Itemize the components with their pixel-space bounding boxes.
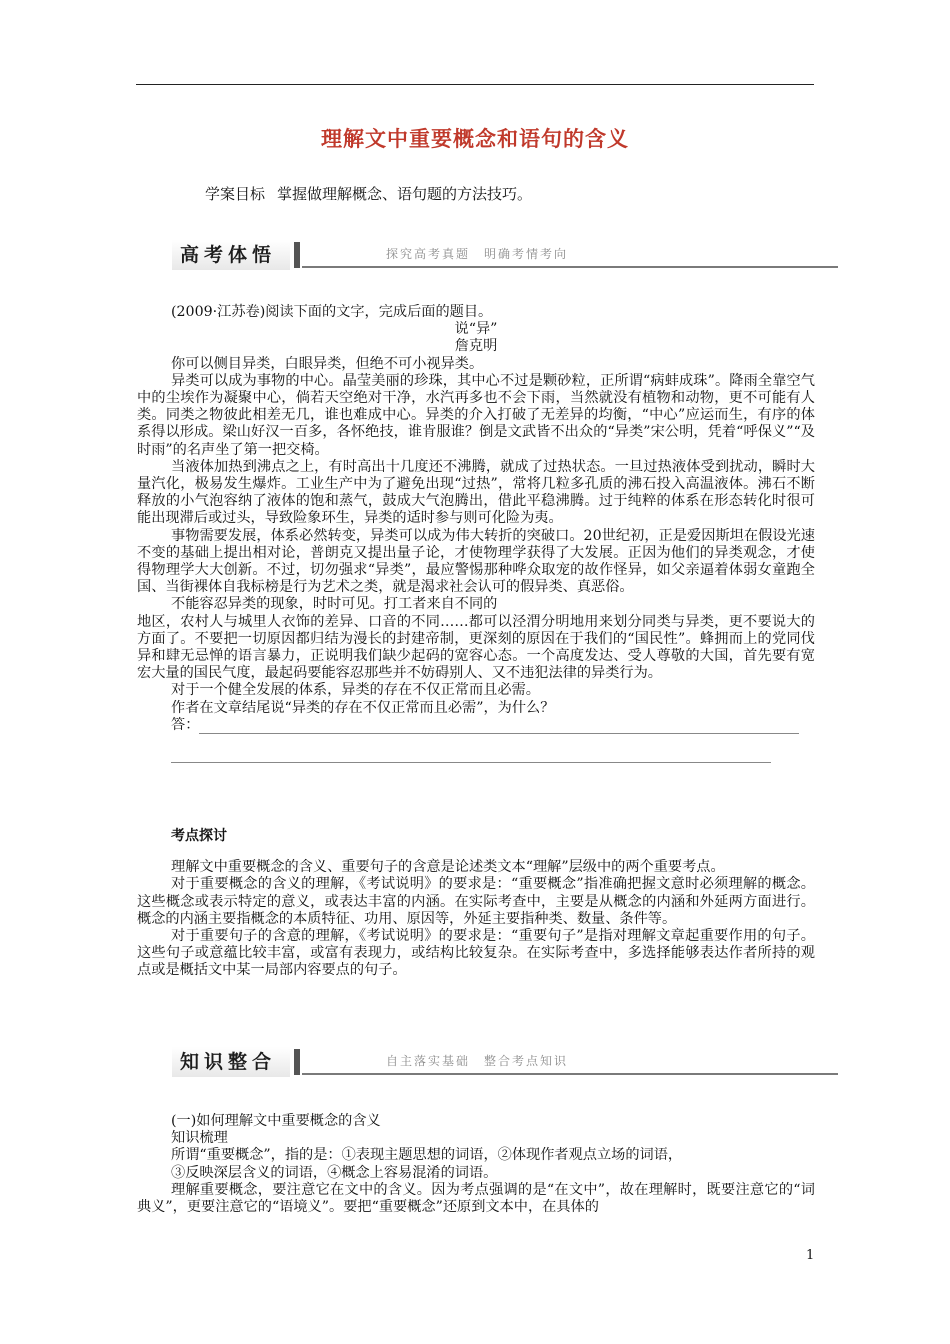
exam-question: 作者在文章结尾说“异类的存在不仅正常而且必需”，为什么？ <box>171 699 555 716</box>
banner-rule <box>302 266 838 268</box>
answer-label: 答： <box>171 716 200 733</box>
answer-blank-1[interactable] <box>199 721 799 734</box>
kaodian-section <box>137 828 815 980</box>
banner-bar <box>294 242 300 268</box>
essay-paragraph: 对于一个健全发展的体系，异类的存在不仅正常而且必需。 <box>171 682 540 699</box>
kaodian-paragraph: 对于重要句子的含意的理解，《考试说明》的要求是：“重要句子”是指对理解文章起重要作用的句子。这些句子或意蕴比较丰富，或富有表现力，或结构比较复杂。在实际考查中，多选择能够表达作者所持的观点或是概括文中某一局部内容要点的句子。 <box>137 928 815 979</box>
study-goal <box>205 183 532 204</box>
essay-paragraph: 地区，农村人与城里人衣饰的差异、口音的不同……都可以泾渭分明地用来划分同类与异类，更不要说大的方面了。不要把一切原因都归结为漫长的封建帝制，更深刻的原因在于我们的“国民性”。蜂拥而上的党同伐异和肆无忌惮的语言暴力，正说明我们缺少起码的宽容心态。一个高度发达、受人尊敬的大国，首先要有宽宏大量的国民气度，最起码要能容忍那些并不妨碍别人、又不违犯法律的异类行为。 <box>137 613 815 682</box>
banner-subtitle <box>386 245 568 262</box>
essay-paragraph: 事物需要发展，体系必然转变，异类可以成为伟大转折的突破口。20世纪初，正是爱因斯坦在假设光速不变的基础上提出相对论，普朗克又提出量子论，才使物理学获得了大发展。正因为他们的异类观念，才使得物理学大大创新。不过，切勿强求“异类”，最应警惕那种哗众取宠的故作怪异，如父亲逼着体弱女童跑全国、当街裸体自我标榜是行为艺术之类，就是渴求社会认可的假异类、真恶俗。 <box>137 527 815 596</box>
answer-line-2[interactable] <box>137 746 815 763</box>
answer-line[interactable] <box>137 717 815 734</box>
banner-sub-2: 整合考点知识 <box>484 1054 569 1068</box>
kaodian-paragraph: 理解文中重要概念的含义、重要句子的含意是论述类文本“理解”层级中的两个重要考点。 <box>171 859 725 876</box>
essay-paragraph: 你可以侧目异类，白眼异类，但绝不可小视异类。 <box>171 355 484 372</box>
essay-author: 詹克明 <box>454 338 498 355</box>
essay-paragraph: 当液体加热到沸点之上，有时高出十几度还不沸腾，就成了过热状态。一旦过热液体受到扰动，瞬时大量汽化，极易发生爆炸。工业生产中为了避免出现“过热”，常将几粒多孔质的沸石投入高温液体。沸石不断释放的小气泡容纳了液体的饱和蒸气，鼓成大气泡腾出，借此平稳沸腾。过于纯粹的体系在形态转化时很可能出现滞后或过头，导致险象环生，异类的适时参与则可化险为夷。 <box>137 458 815 527</box>
essay-paragraph: 异类可以成为事物的中心。晶莹美丽的珍珠，其中心不过是颗砂粒，正所谓“病蚌成珠”。降雨全靠空气中的尘埃作为凝聚中心，倘若天空绝对干净，水汽再多也不会下雨，当然就没有植物和动物，更不可能有人类。同类之物彼此相差无几，谁也难成中心。异类的介入打破了无差异的均衡，“中心”应运而生，有序的体系得以形成。梁山好汉一百多，各怀绝技，谁肯服谁？倒是文武皆不出众的“异类”宋公明，凭着“呼保义”“及时雨”的名声坐了第一把交椅。 <box>137 372 815 458</box>
answer-blank-2[interactable] <box>171 750 771 763</box>
zhishi-paragraph: 理解重要概念，要注意它在文中的含义。因为考点强调的是“在文中”，故在理解时，既要注意它的“词典义”，更要注意它的“语境义”。要把“重要概念”还原到文本中，在具体的 <box>137 1181 815 1216</box>
banner-zhishi <box>172 1047 838 1081</box>
section-heading: 考点探讨 <box>171 828 227 844</box>
banner-label: 高考体悟 <box>172 240 290 270</box>
kaodian-paragraph: 对于重要概念的含义的理解，《考试说明》的要求是：“重要概念”指准确把握文意时必须理解的概念。这些概念或表示特定的意义，或表达丰富的内涵。在实际考查中，主要是从概念的内涵和外延两方面进行。概念的内涵主要指概念的本质特征、功用、原因等，外延主要指种类、数量、条件等。 <box>137 876 815 927</box>
sub-title: (一)如何理解文中重要概念的含义 <box>171 1113 381 1129</box>
header-rule <box>136 84 814 85</box>
banner-sub-1: 自主落实基础 <box>386 1054 471 1068</box>
banner-gaokao <box>172 240 838 274</box>
page-number: 1 <box>806 1248 815 1263</box>
exam-intro: (2009·江苏卷)阅读下面的文字，完成后面的题目。 <box>171 304 493 320</box>
exam-passage <box>137 304 815 763</box>
banner-sub-1: 探究高考真题 <box>386 247 471 261</box>
banner-rule <box>302 1073 838 1075</box>
essay-paragraph: 不能容忍异类的现象，时时可见。打工者来自不同的 <box>171 596 498 613</box>
goal-label: 学案目标 <box>205 185 266 203</box>
banner-bar <box>294 1049 300 1075</box>
goal-text: 掌握做理解概念、语句题的方法技巧。 <box>277 185 533 203</box>
zhishi-line: ③反映深层含义的词语，④概念上容易混淆的词语。 <box>171 1164 498 1181</box>
essay-title: 说“异” <box>454 321 498 338</box>
banner-label: 知识整合 <box>172 1047 290 1077</box>
page-title: 理解文中重要概念和语句的含义 <box>321 127 629 151</box>
banner-sub-2: 明确考情考向 <box>484 247 569 261</box>
zhishi-line: 所谓“重要概念”，指的是：①表现主题思想的词语，②体现作者观点立场的词语， <box>171 1147 683 1164</box>
sub-head: 知识梳理 <box>171 1130 228 1147</box>
banner-subtitle <box>386 1052 568 1069</box>
zhishi-section <box>137 1113 815 1216</box>
